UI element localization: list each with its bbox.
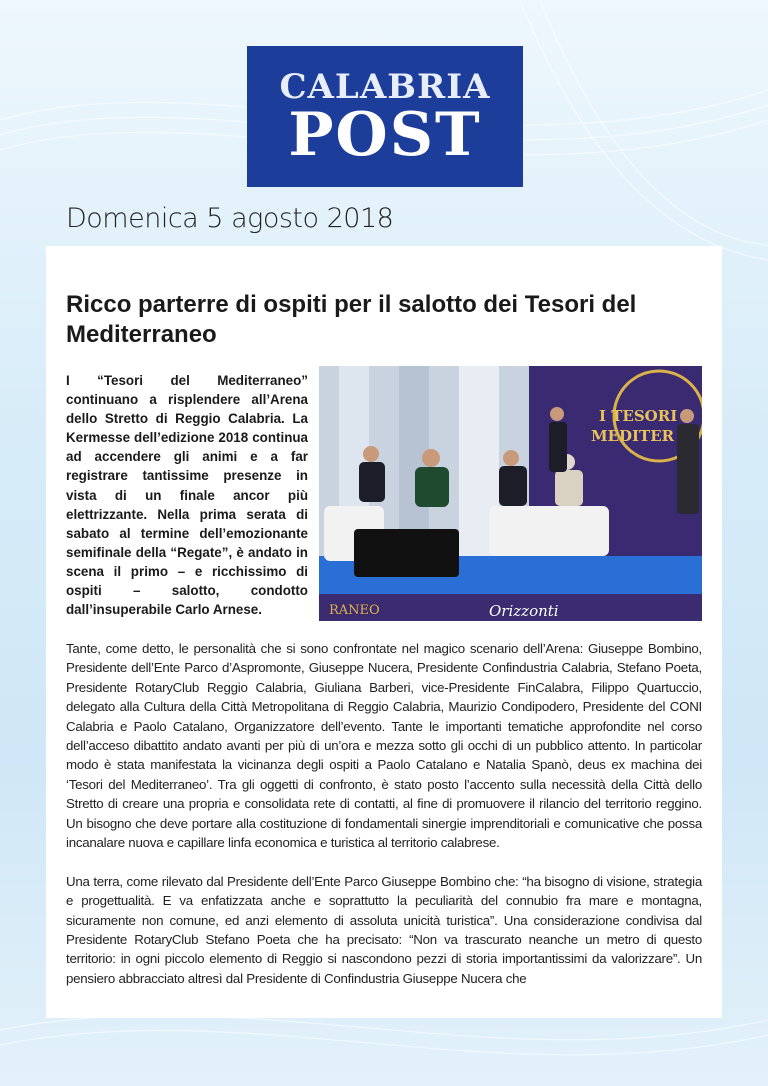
publication-date: Domenica 5 agosto 2018 [66,203,394,234]
photo-sign-text-2: MEDITER [591,427,675,445]
calabria-post-logo [247,46,523,187]
article-title: Ricco parterre di ospiti per il salotto dei Tesori del Mediterraneo [66,291,637,348]
event-photo [319,366,702,621]
article-body [66,639,702,1008]
photo-banner-left: RANEO [329,603,380,618]
article-paragraph: Tante, come detto, le personalità che si sono confrontate nel magico scenario dell’Arena: Giuseppe Bombino, Presidente dell’Ente Parco d’Aspromonte, Giuseppe Nucera, Presidente Confindustria Calabria, Stefano Poeta, Presidente RotaryClub Reggio Calabria, Giuliana Barberi, vice-Presidente FinCalabra, Filippo Quartuccio, delegato alla Cultura della Città Metropolitana di Reggio Calabria, Maurizio Condipodero, Presidente del CONI Calabria e Paolo Catalano, Organizzatore dell’evento. Tante le importanti tematiche approfondite nel corso dell’acceso dibattito andato avanti per più di un’ora e mezza sotto gli occhi di un pubblico attento. In particolar modo è stata manifestata la vicinanza degli ospiti a Paolo Catalano e Natalia Spanò, deus ex machina dei ‘Tesori del Mediterraneo’. Tra gli oggetti di confronto, è stato posto l’accento sulla necessità della Città dello Stretto di creare una propria e consolidata rete di contatti, al fine di promuovere il rilancio del territorio reggino. Un bisogno che deve portare alla costituzione di fondamentali sinergie imprenditoriali e comunicative che possa incanalare nuova e capillare linfa economica e turistica al territorio calabrese. [66,641,702,851]
event-photo-scene [319,366,702,621]
article-intro: I “Tesori del Mediterraneo” continuano a risplendere all’Arena dello Stretto di Reggio Calabria. La Kermesse dell’edizione 2018 continua ad accendere gli animi e a far registrare tantissime presenze in vista di un finale ancor più elettrizzante. Nella prima serata di sabato al termine dell’emozionante semifinale della “Regate”, è andato in scena il primo – e ricchissimo di ospiti – salotto, condotto dall’insuperabile Carlo Arnese. [66,373,308,618]
photo-sign-text: I TESORI [599,407,678,425]
logo-line2: POST [288,99,482,170]
article-paragraph: Una terra, come rilevato dal Presidente dell’Ente Parco Giuseppe Bombino che: “ha bisogno di visione, strategia e progettualità. E va enfatizzata anche e soprattutto la peculiarità del connubio fra mare e montagna, sicuramente non comune, ed anzi elemento di assoluta unicità turistica”. Una considerazione condivisa dal Presidente RotaryClub Stefano Poeta che ha precisato: “Non va trascurato neanche un metro di questo territorio: in ogni piccolo elemento di Reggio si nascondono pezzi di storia importantissimi da valorizzare”. Un pensiero abbracciato altresì dal Presidente di Confindustria Giuseppe Nucera che [66,873,702,986]
logo-line1: CALABRIA [279,66,491,107]
photo-banner-text: Orizzonti [489,602,559,620]
article-panel [46,246,722,1018]
